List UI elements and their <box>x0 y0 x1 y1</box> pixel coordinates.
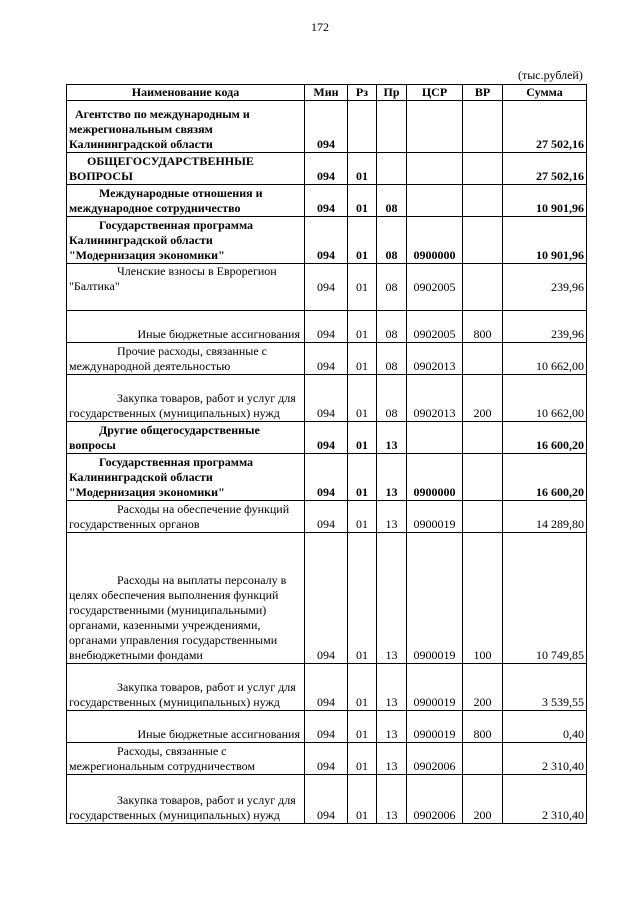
row-name: ОБЩЕГОСУДАРСТВЕННЫЕ ВОПРОСЫ <box>67 153 305 185</box>
table-row <box>67 311 587 343</box>
row-vr <box>463 153 503 185</box>
row-sum: 27 502,16 <box>503 101 587 153</box>
row-min: 094 <box>305 101 348 153</box>
row-csr: 0900019 <box>407 533 463 664</box>
row-name: Международные отношения и международное сотрудничество <box>67 185 305 217</box>
row-rz: 01 <box>348 454 377 501</box>
row-min: 094 <box>305 664 348 711</box>
row-min: 094 <box>305 743 348 775</box>
units-label: (тыс.рублей) <box>518 68 583 82</box>
row-csr <box>407 422 463 454</box>
row-vr <box>463 264 503 311</box>
header-csr: ЦСР <box>407 85 463 101</box>
row-csr: 0900019 <box>407 501 463 533</box>
row-vr: 100 <box>463 533 503 664</box>
row-pr: 08 <box>377 375 407 422</box>
row-rz: 01 <box>348 185 377 217</box>
row-sum: 239,96 <box>503 264 587 311</box>
row-csr: 0902005 <box>407 264 463 311</box>
row-rz: 01 <box>348 217 377 264</box>
row-pr: 13 <box>377 664 407 711</box>
row-min: 094 <box>305 775 348 824</box>
row-sum: 2 310,40 <box>503 743 587 775</box>
row-csr: 0902013 <box>407 375 463 422</box>
row-name: Государственная программа Калининградской области "Модернизация экономики" <box>67 454 305 501</box>
budget-table <box>66 84 587 824</box>
table-row <box>67 775 587 824</box>
row-rz <box>348 101 377 153</box>
row-rz: 01 <box>348 375 377 422</box>
row-name: Государственная программа Калининградской области "Модернизация экономики" <box>67 217 305 264</box>
row-pr: 13 <box>377 422 407 454</box>
row-rz: 01 <box>348 501 377 533</box>
row-name: Закупка товаров, работ и услуг для государственных (муниципальных) нужд <box>67 375 305 422</box>
row-rz: 01 <box>348 711 377 743</box>
row-rz: 01 <box>348 153 377 185</box>
row-sum: 27 502,16 <box>503 153 587 185</box>
row-vr <box>463 422 503 454</box>
row-vr <box>463 185 503 217</box>
row-csr: 0900019 <box>407 711 463 743</box>
row-min: 094 <box>305 711 348 743</box>
row-min: 094 <box>305 185 348 217</box>
row-sum: 10 749,85 <box>503 533 587 664</box>
row-vr: 200 <box>463 775 503 824</box>
row-sum: 16 600,20 <box>503 422 587 454</box>
row-name: Иные бюджетные ассигнования <box>67 311 305 343</box>
row-name: Расходы на обеспечение функций государственных органов <box>67 501 305 533</box>
table-row <box>67 664 587 711</box>
table-row <box>67 422 587 454</box>
row-vr: 200 <box>463 375 503 422</box>
row-sum: 14 289,80 <box>503 501 587 533</box>
header-name: Наименование кода <box>67 85 305 101</box>
row-sum: 10 662,00 <box>503 343 587 375</box>
row-csr: 0900000 <box>407 217 463 264</box>
row-pr: 13 <box>377 711 407 743</box>
row-pr: 13 <box>377 533 407 664</box>
row-pr: 08 <box>377 343 407 375</box>
row-csr: 0902013 <box>407 343 463 375</box>
header-rz: Рз <box>348 85 377 101</box>
row-name: Членские взносы в Еврорегион "Балтика" <box>67 264 305 311</box>
row-csr <box>407 185 463 217</box>
table-row <box>67 375 587 422</box>
row-vr <box>463 454 503 501</box>
row-vr: 200 <box>463 664 503 711</box>
table-row <box>67 185 587 217</box>
row-vr: 800 <box>463 711 503 743</box>
table-row <box>67 454 587 501</box>
table-row <box>67 101 587 153</box>
row-sum: 10 901,96 <box>503 185 587 217</box>
row-min: 094 <box>305 454 348 501</box>
row-name: Закупка товаров, работ и услуг для государственных (муниципальных) нужд <box>67 664 305 711</box>
table-row <box>67 711 587 743</box>
table-row <box>67 501 587 533</box>
table-row <box>67 743 587 775</box>
row-min: 094 <box>305 501 348 533</box>
row-vr: 800 <box>463 311 503 343</box>
row-vr <box>463 743 503 775</box>
table-row <box>67 343 587 375</box>
row-min: 094 <box>305 153 348 185</box>
row-name: Расходы, связанные с межрегиональным сотрудничеством <box>67 743 305 775</box>
table-row <box>67 153 587 185</box>
row-csr: 0902006 <box>407 775 463 824</box>
row-csr <box>407 153 463 185</box>
page-number: 172 <box>311 20 329 34</box>
row-name: Другие общегосударственные вопросы <box>67 422 305 454</box>
row-rz: 01 <box>348 264 377 311</box>
row-rz: 01 <box>348 533 377 664</box>
row-pr: 08 <box>377 264 407 311</box>
header-pr: Пр <box>377 85 407 101</box>
row-vr <box>463 501 503 533</box>
row-csr: 0902006 <box>407 743 463 775</box>
row-sum: 2 310,40 <box>503 775 587 824</box>
row-min: 094 <box>305 311 348 343</box>
row-sum: 16 600,20 <box>503 454 587 501</box>
row-name: Агентство по международным и межрегиональным связям Калининградской области <box>67 101 305 153</box>
row-pr: 13 <box>377 454 407 501</box>
row-sum: 10 901,96 <box>503 217 587 264</box>
row-name: Прочие расходы, связанные с международной деятельностью <box>67 343 305 375</box>
row-pr <box>377 153 407 185</box>
row-pr: 08 <box>377 217 407 264</box>
row-min: 094 <box>305 264 348 311</box>
row-sum: 3 539,55 <box>503 664 587 711</box>
row-pr: 08 <box>377 311 407 343</box>
row-csr <box>407 101 463 153</box>
row-name: Иные бюджетные ассигнования <box>67 711 305 743</box>
row-rz: 01 <box>348 743 377 775</box>
row-min: 094 <box>305 343 348 375</box>
row-sum: 239,96 <box>503 311 587 343</box>
row-min: 094 <box>305 422 348 454</box>
header-vr: ВР <box>463 85 503 101</box>
row-min: 094 <box>305 217 348 264</box>
row-name: Закупка товаров, работ и услуг для государственных (муниципальных) нужд <box>67 775 305 824</box>
row-pr: 13 <box>377 775 407 824</box>
row-pr <box>377 101 407 153</box>
row-vr <box>463 217 503 264</box>
row-rz: 01 <box>348 311 377 343</box>
row-rz: 01 <box>348 422 377 454</box>
header-sum: Сумма <box>503 85 587 101</box>
row-vr <box>463 343 503 375</box>
row-csr: 0900019 <box>407 664 463 711</box>
row-name: Расходы на выплаты персоналу в целях обеспечения выполнения функций государственными (муниципальными) органами, казенными учреждениями, органами управления государственными внебюджетными фондами <box>67 533 305 664</box>
table-row <box>67 264 587 311</box>
row-min: 094 <box>305 533 348 664</box>
header-min: Мин <box>305 85 348 101</box>
table-row <box>67 217 587 264</box>
row-pr: 08 <box>377 185 407 217</box>
table-header-row <box>67 85 587 101</box>
row-vr <box>463 101 503 153</box>
row-csr: 0902005 <box>407 311 463 343</box>
table-row <box>67 533 587 664</box>
row-sum: 10 662,00 <box>503 375 587 422</box>
row-rz: 01 <box>348 664 377 711</box>
row-rz: 01 <box>348 775 377 824</box>
row-pr: 13 <box>377 743 407 775</box>
row-csr: 0900000 <box>407 454 463 501</box>
row-min: 094 <box>305 375 348 422</box>
row-rz: 01 <box>348 343 377 375</box>
row-sum: 0,40 <box>503 711 587 743</box>
row-pr: 13 <box>377 501 407 533</box>
